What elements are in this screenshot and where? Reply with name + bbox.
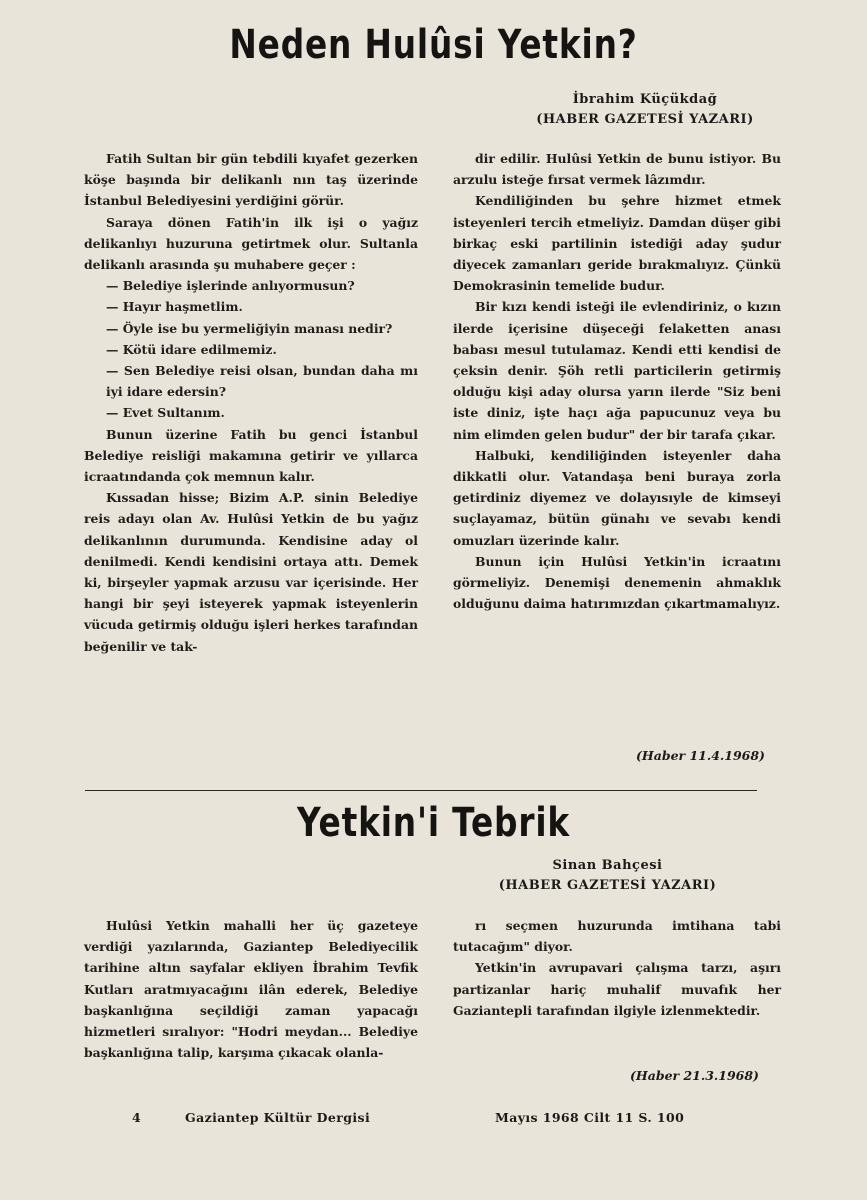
article-column-left: [84, 915, 418, 1063]
paragraph: Hulûsi Yetkin mahalli her üç gazeteye verdiği yazılarında, Gaziantep Belediyecilik tarihine altın sayfalar ekliyen İbrahim Tevfik Kutları aratmıyacağını ilân ederek, Belediye başkanlığına seçildiği zaman yapacağı hizmetleri sıralıyor: "Hodri meydan... Belediye başkanlığına talip, karşıma çıkacak olanla-: [84, 918, 418, 1061]
paragraph: Yetkin'in avrupavari çalışma tarzı, aşırı partizanlar hariç muhalif muvafık her Gaziantepli tarafından ilgiyle izlenmektedir.: [453, 960, 781, 1018]
paragraph: — Sen Belediye reisi olsan, bundan daha mı iyi idare edersin?: [106, 363, 418, 400]
paragraph: Bunun üzerine Fatih bu genci İstanbul Belediye reisliği makamına getirir ve yıllarca icraatındanda çok memnun kalır.: [84, 426, 418, 485]
article-source: (Haber 21.3.1968): [630, 1068, 759, 1083]
article-title: Neden Hulûsi Yetkin?: [229, 22, 638, 68]
paragraph: — Evet Sultanım.: [106, 405, 225, 421]
page-number: 4: [132, 1110, 142, 1125]
article-source: (Haber 11.4.1968): [636, 748, 765, 763]
paragraph: rı seçmen huzurunda imtihana tabi tutacağım" diyor.: [453, 918, 781, 955]
author-name: İbrahim Küçükdağ: [572, 92, 718, 107]
magazine-name: Gaziantep Kültür Dergisi: [185, 1110, 371, 1125]
paragraph: Bunun için Hulûsi Yetkin'in icraatını görmeliyiz. Denemişi denemenin ahmaklık olduğunu daima hatırımızdan çıkartmamalıyız.: [453, 553, 781, 612]
article-column-right: [453, 915, 781, 1021]
paragraph: Fatih Sultan bir gün tebdili kıyafet gezerken köşe başında bir delikanlı nın taş üzerinde İstanbul Belediyesini yerdiğini görür.: [84, 151, 418, 209]
paragraph: Saraya dönen Fatih'in ilk işi o yağız delikanlıyı huzuruna getirtmek olur. Sultanla delikanlı arasında şu muhabere geçer :: [84, 214, 418, 273]
section-divider: [85, 790, 757, 791]
issue-info: Mayıs 1968 Cilt 11 S. 100: [495, 1110, 685, 1125]
byline: [500, 90, 790, 130]
paragraph: Kendiliğinden bu şehre hizmet etmek isteyenleri tercih etmeliyiz. Damdan düşer gibi birkaç eski partilinin istediği aday şudur diyecek zamanları geride bırakmalıyız. Çünkü Demokrasinin temelide budur.: [453, 193, 781, 294]
article-column-right: [453, 148, 781, 614]
paragraph: — Öyle ise bu yermeliğiyin manası nedir?: [106, 320, 393, 336]
author-affiliation: (HABER GAZETESİ YAZARI): [536, 112, 754, 127]
paragraph: — Kötü idare edilmemiz.: [106, 341, 277, 357]
paragraph: dir edilir. Hulûsi Yetkin de bunu istiyor. Bu arzulu isteğe fırsat vermek lâzımdır.: [453, 151, 781, 188]
paragraph: — Hayır haşmetlim.: [106, 299, 243, 315]
author-name: Sinan Bahçesi: [552, 858, 663, 873]
paragraph: Bir kızı kendi isteği ile evlendiriniz, o kızın ilerde içerisine düşeceği felaketten anası babası mesul tutulamaz. Kendi etti kendisi de çeksin denir. Şöh retli particilerin getirmiş olduğu kişi aday olursa yarın ilerde "Siz beni iste diniz, işte haçı ağa papucunuz veya bu nim elimden gelen budur" der bir tarafa çıkar.: [453, 299, 781, 442]
author-affiliation: (HABER GAZETESİ YAZARI): [498, 878, 717, 893]
article-title: Yetkin'i Tebrik: [296, 800, 571, 846]
article-column-left: [84, 148, 418, 657]
byline: [470, 856, 745, 896]
paragraph: — Belediye işlerinde anlıyormusun?: [106, 278, 355, 294]
paragraph: Kıssadan hisse; Bizim A.P. sinin Belediye reis adayı olan Av. Hulûsi Yetkin de bu yağız delikanlının durumunda. Kendisine aday ol denilmedi. Kendi kendisini ortaya attı. Demek ki, birşeyler yapmak arzusu var içerisinde. Her hangi bir şeyi isteyerek yapmak isteyenlerin vücuda getirmiş olduğu işleri herkes tarafından beğenilir ve tak-: [84, 490, 418, 654]
paragraph: Halbuki, kendiliğinden isteyenler daha dikkatli olur. Vatandaşa beni buraya zorla getirdiniz diyemez ve dolayısıyle de kimseyi suçlayamaz, bütün günahı ve sevabı kendi omuzları üzerinde kalır.: [453, 447, 781, 548]
